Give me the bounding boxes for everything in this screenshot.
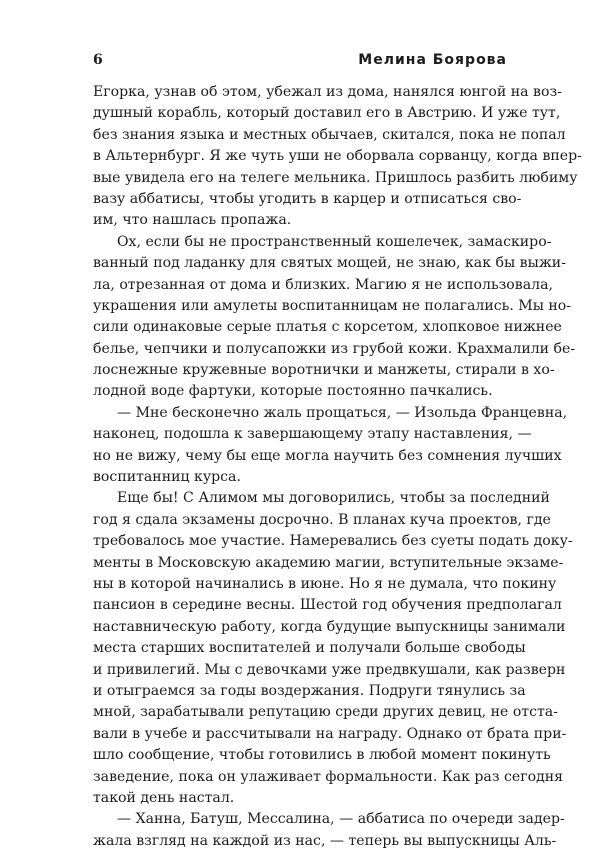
text-line: места старших воспитателей и получали больше свободы	[93, 640, 526, 657]
text-line: украшения или амулеты воспитанницам не полагались. Мы но-	[93, 297, 572, 314]
text-line: Егорка, узнав об этом, убежал из дома, нанялся юнгой на воз-	[93, 84, 562, 100]
text-line: лоснежные кружевные воротнички и манжеты, стирали в хо-	[93, 362, 555, 379]
text-line: жала взгляд на каждой из нас, — теперь вы выпускницы Аль-	[93, 832, 557, 849]
text-line: душный корабль, который доставил его в Австрию. И уже тут,	[93, 105, 561, 122]
text-line: Ох, если бы не пространственный кошелечек, замаскиро-	[117, 233, 552, 250]
text-line: Еще бы! С Алимом мы договорились, чтобы за последний	[117, 490, 550, 507]
text-line: год я сдала экзамены досрочно. В планах куча проектов, где	[93, 511, 551, 528]
text-line: ны в которой начинались в июне. Но я не думала, что покину	[93, 575, 557, 592]
text-line: ванный под ладанку для святых мощей, не знаю, как бы выжи-	[93, 255, 566, 272]
text-line: в Альтернбург. Я же чуть уши не оборвала сорванцу, когда впер-	[93, 148, 582, 165]
text-line: воспитанниц курса.	[93, 469, 241, 486]
text-line: менты в Московскую академию магии, вступительные экзаме-	[93, 554, 564, 571]
text-line: сили одинаковые серые платья с корсетом, хлопковое нижнее	[93, 319, 562, 336]
text-line: наставническую работу, когда будущие выпускницы занимали	[93, 618, 566, 635]
text-line: требовалось мое участие. Намеревались без суеты подать доку-	[93, 533, 573, 550]
text-line: — Ханна, Батуш, Мессалина, — аббатиса по очереди задер-	[117, 811, 565, 828]
text-line: заведение, пока он улаживает формальности. Как раз сегодня	[93, 768, 564, 785]
text-line: вали в учебе и рассчитывали на награду. Однако от брата при-	[93, 725, 567, 742]
text-line: но не вижу, чему бы еще могла научить без сомнения лучших	[93, 447, 562, 464]
text-line: и отыграемся за годы воздержания. Подруги тянулись за	[93, 682, 526, 699]
text-line: вазу аббатисы, чтобы угодить в карцер и отписаться сво-	[93, 190, 522, 207]
text-line: ла, отрезанная от дома и близких. Магию я не использовала,	[93, 276, 553, 293]
text-line: и привилегий. Мы с девочками уже предвкушали, как разверн	[93, 661, 566, 678]
running-head-author: Мелина Боярова	[358, 52, 507, 68]
body-text	[93, 82, 582, 852]
text-line: белье, чепчики и полусапожки из грубой кожи. Крахмалили бе-	[93, 340, 576, 357]
text-line: им, что нашлась пропажа.	[93, 212, 292, 229]
text-line: вые увидела его на телеге мельника. Пришлось разбить любиму	[93, 169, 578, 186]
text-line: — Мне бесконечно жаль прощаться, — Изольда Францевна,	[117, 404, 568, 421]
page-header	[93, 52, 507, 72]
page-number: 6	[93, 52, 103, 68]
text-line: лодной воде фартуки, которые постоянно пачкались.	[93, 383, 493, 400]
text-line: пансион в середине весны. Шестой год обучения предполагал	[93, 597, 562, 614]
text-line: мной, зарабатывали репутацию среди других девиц, не отста-	[93, 704, 558, 721]
text-line: шло сообщение, чтобы готовились в любой момент покинуть	[93, 747, 551, 764]
text-line: наконец, подошла к завершающему этапу наставления, —	[93, 426, 532, 443]
text-line: такой день настал.	[93, 789, 235, 806]
text-line: без знания языка и местных обычаев, скитался, пока не попал	[93, 126, 566, 143]
